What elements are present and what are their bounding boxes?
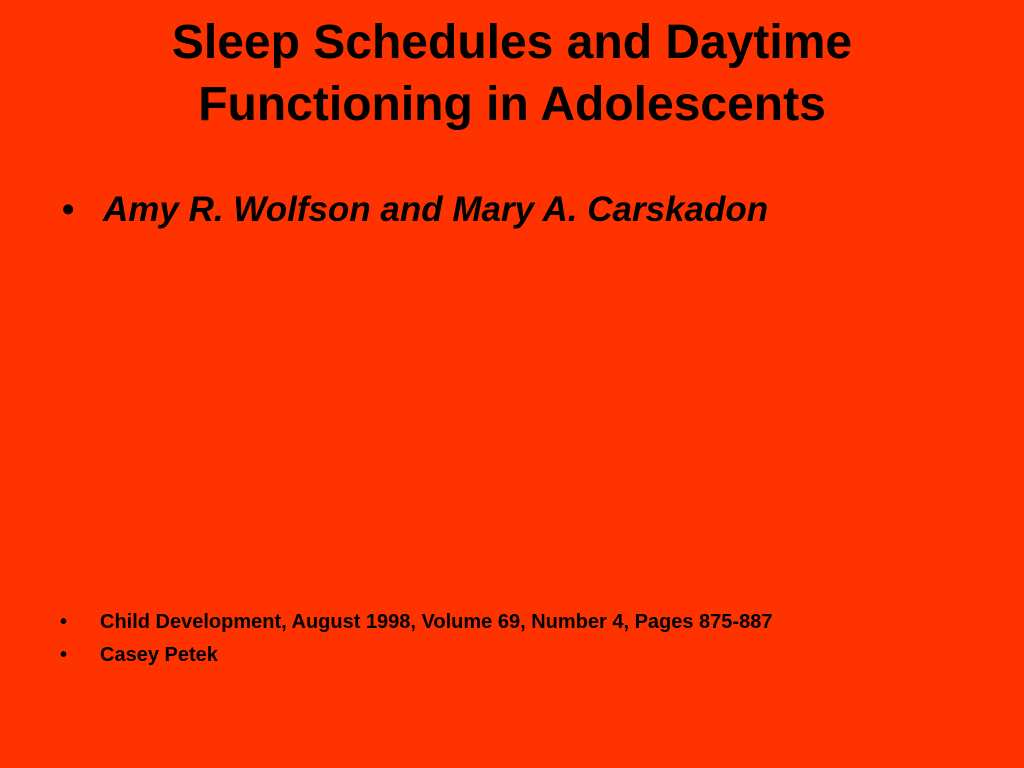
list-item-publication: [60, 606, 960, 639]
bullet-icon: •: [60, 644, 68, 666]
publication-text: Child Development, August 1998, Volume 69, Number 4, Pages 875-887: [100, 611, 773, 633]
slide-title: [0, 12, 1024, 136]
bullet-icon: •: [62, 190, 75, 229]
authors-text: Amy R. Wolfson and Mary A. Carskadon: [103, 190, 769, 229]
presenter-text: Casey Petek: [100, 644, 218, 666]
list-item-presenter: [60, 639, 960, 672]
details-list: [60, 606, 960, 672]
slide-title-line-2: Functioning in Adolescents: [198, 78, 826, 131]
bullet-icon: •: [60, 611, 68, 633]
slide-title-line-1: Sleep Schedules and Daytime: [171, 16, 853, 69]
